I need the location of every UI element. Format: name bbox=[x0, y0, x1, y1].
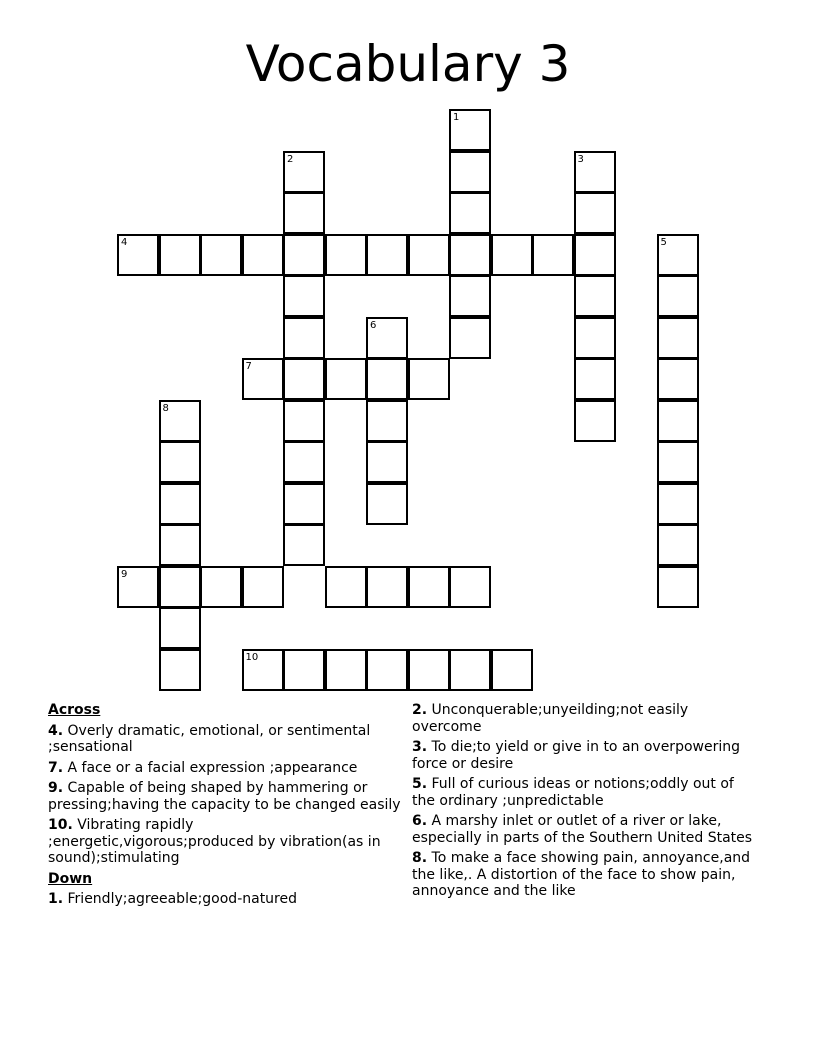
crossword-cell[interactable] bbox=[159, 441, 201, 483]
crossword-cell[interactable] bbox=[366, 441, 408, 483]
across-heading: Across bbox=[48, 702, 101, 718]
crossword-cell[interactable] bbox=[574, 275, 616, 317]
crossword-cell[interactable] bbox=[200, 566, 242, 608]
crossword-cell[interactable] bbox=[657, 317, 699, 359]
crossword-cell[interactable] bbox=[159, 483, 201, 525]
crossword-cell[interactable] bbox=[200, 234, 242, 276]
crossword-cell[interactable] bbox=[657, 234, 699, 276]
crossword-cell[interactable] bbox=[657, 275, 699, 317]
crossword-cell[interactable] bbox=[117, 234, 159, 276]
clue-number: 3. bbox=[412, 739, 428, 755]
crossword-cell[interactable] bbox=[283, 524, 325, 566]
crossword-cell[interactable] bbox=[657, 483, 699, 525]
clue-text: Full of curious ideas or notions;oddly out of the ordinary ;unpredictable bbox=[412, 776, 734, 809]
crossword-cell[interactable] bbox=[449, 109, 491, 151]
crossword-cell[interactable] bbox=[408, 234, 450, 276]
crossword-cell[interactable] bbox=[283, 192, 325, 234]
clue-text: Friendly;agreeable;good-natured bbox=[67, 891, 298, 907]
crossword-cell[interactable] bbox=[657, 400, 699, 442]
crossword-cell[interactable] bbox=[325, 649, 367, 691]
crossword-cell[interactable] bbox=[283, 649, 325, 691]
crossword-cell[interactable] bbox=[491, 234, 533, 276]
clues-column-left bbox=[48, 702, 403, 912]
crossword-cell[interactable] bbox=[325, 234, 367, 276]
crossword-cell[interactable] bbox=[242, 234, 284, 276]
crossword-cell[interactable] bbox=[117, 566, 159, 608]
crossword-cell[interactable] bbox=[283, 358, 325, 400]
crossword-cell[interactable] bbox=[408, 358, 450, 400]
clue-number-label: 8 bbox=[162, 402, 169, 414]
crossword-cell[interactable] bbox=[159, 607, 201, 649]
crossword-cell[interactable] bbox=[574, 400, 616, 442]
clue-down-2 bbox=[412, 702, 757, 735]
crossword-cell[interactable] bbox=[242, 649, 284, 691]
clue-text: Capable of being shaped by hammering or pressing;having the capacity to be changed easily bbox=[48, 780, 401, 813]
crossword-cell[interactable] bbox=[366, 234, 408, 276]
crossword-cell[interactable] bbox=[574, 317, 616, 359]
crossword-cell[interactable] bbox=[366, 649, 408, 691]
down-heading: Down bbox=[48, 870, 93, 887]
crossword-cell[interactable] bbox=[366, 483, 408, 525]
crossword-cell[interactable] bbox=[449, 192, 491, 234]
crossword-cell[interactable] bbox=[574, 358, 616, 400]
clue-number: 2. bbox=[412, 702, 428, 718]
clue-down-8 bbox=[412, 850, 757, 900]
crossword-cell[interactable] bbox=[159, 649, 201, 691]
clue-number: 4. bbox=[48, 722, 64, 739]
crossword-cell[interactable] bbox=[283, 234, 325, 276]
clue-down-6 bbox=[412, 813, 757, 846]
crossword-cell[interactable] bbox=[657, 358, 699, 400]
crossword-cell[interactable] bbox=[449, 649, 491, 691]
crossword-cell[interactable] bbox=[449, 234, 491, 276]
crossword-cell[interactable] bbox=[449, 317, 491, 359]
clue-number: 5. bbox=[412, 776, 428, 792]
crossword-cell[interactable] bbox=[449, 566, 491, 608]
clue-across-10 bbox=[48, 817, 403, 867]
crossword-cell[interactable] bbox=[366, 566, 408, 608]
clue-number-label: 3 bbox=[577, 153, 584, 165]
crossword-cell[interactable] bbox=[366, 317, 408, 359]
crossword-cell[interactable] bbox=[283, 151, 325, 193]
crossword-cell[interactable] bbox=[574, 234, 616, 276]
clue-down-1 bbox=[48, 891, 403, 908]
clues-column-right bbox=[412, 702, 757, 904]
crossword-cell[interactable] bbox=[159, 400, 201, 442]
crossword-cell[interactable] bbox=[283, 317, 325, 359]
page-title: Vocabulary 3 bbox=[245, 35, 571, 93]
crossword-cell[interactable] bbox=[408, 566, 450, 608]
clue-number-label: 10 bbox=[245, 651, 259, 663]
crossword-cell[interactable] bbox=[574, 192, 616, 234]
clue-across-4 bbox=[48, 723, 403, 756]
crossword-cell[interactable] bbox=[491, 649, 533, 691]
clue-number: 7. bbox=[48, 759, 64, 776]
crossword-cell[interactable] bbox=[159, 234, 201, 276]
clue-across-7 bbox=[48, 760, 403, 777]
crossword-cell[interactable] bbox=[242, 566, 284, 608]
crossword-cell[interactable] bbox=[159, 566, 201, 608]
crossword-cell[interactable] bbox=[325, 566, 367, 608]
clue-number: 8. bbox=[412, 850, 428, 866]
clue-number-label: 2 bbox=[287, 153, 294, 165]
clue-text: Vibrating rapidly ;energetic,vigorous;produced by vibration(as in sound);stimulating bbox=[48, 817, 381, 866]
crossword-cell[interactable] bbox=[366, 400, 408, 442]
crossword-cell[interactable] bbox=[657, 524, 699, 566]
crossword-cell[interactable] bbox=[449, 151, 491, 193]
clue-text: To die;to yield or give in to an overpowering force or desire bbox=[412, 739, 740, 772]
crossword-cell[interactable] bbox=[657, 566, 699, 608]
clue-across-9 bbox=[48, 780, 403, 813]
crossword-cell[interactable] bbox=[449, 275, 491, 317]
clue-number: 1. bbox=[48, 891, 64, 907]
clue-text: Overly dramatic, emotional, or sentimental ;sensational bbox=[48, 722, 371, 755]
crossword-cell[interactable] bbox=[283, 275, 325, 317]
clue-down-3 bbox=[412, 739, 757, 772]
crossword-cell[interactable] bbox=[159, 524, 201, 566]
clue-number-label: 4 bbox=[121, 236, 128, 248]
clue-text: A marshy inlet or outlet of a river or lake, especially in parts of the Southern United States bbox=[412, 813, 753, 846]
clue-number-label: 6 bbox=[370, 319, 377, 331]
crossword-cell[interactable] bbox=[657, 441, 699, 483]
crossword-cell[interactable] bbox=[283, 441, 325, 483]
clue-number: 9. bbox=[48, 780, 64, 796]
crossword-cell[interactable] bbox=[408, 649, 450, 691]
crossword-cell[interactable] bbox=[574, 151, 616, 193]
clue-text: Unconquerable;unyeilding;not easily overcome bbox=[412, 702, 689, 735]
clue-number-label: 1 bbox=[453, 112, 460, 123]
crossword-cell[interactable] bbox=[532, 234, 574, 276]
crossword-cell[interactable] bbox=[283, 483, 325, 525]
clue-number-label: 7 bbox=[245, 361, 252, 372]
clue-text: A face or a facial expression ;appearance bbox=[67, 759, 358, 776]
crossword-cell[interactable] bbox=[325, 358, 367, 400]
clue-number: 10. bbox=[48, 817, 73, 833]
clue-number-label: 9 bbox=[121, 568, 128, 580]
crossword-cell[interactable] bbox=[283, 400, 325, 442]
crossword-cell[interactable] bbox=[366, 358, 408, 400]
clue-text: To make a face showing pain, annoyance,and the like,. A distortion of the face to show pain, annoyance and the like bbox=[412, 850, 751, 899]
crossword-cell[interactable] bbox=[242, 358, 284, 400]
clue-down-5 bbox=[412, 776, 757, 809]
clue-number: 6. bbox=[412, 813, 428, 829]
clue-number-label: 5 bbox=[660, 236, 667, 248]
